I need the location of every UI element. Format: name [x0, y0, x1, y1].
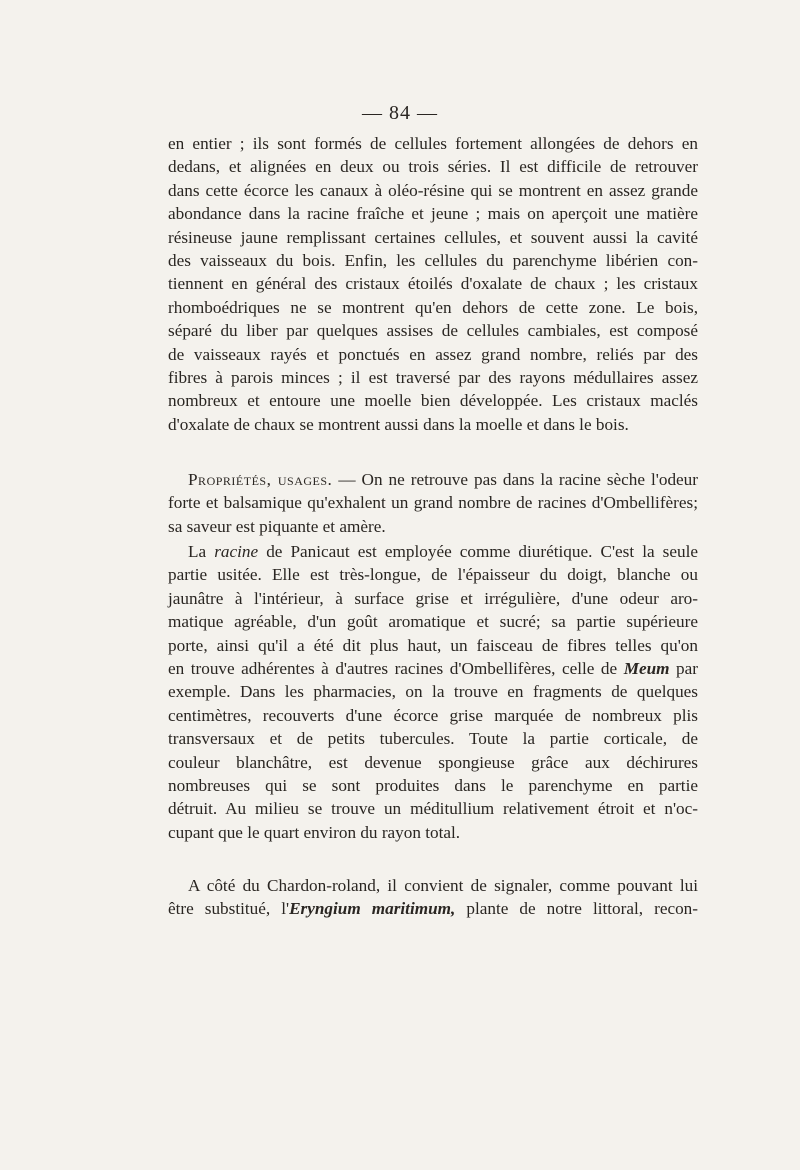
- text-run: par: [669, 658, 698, 678]
- section-heading: Propriétés, usages.: [188, 470, 333, 489]
- text-line: [168, 897, 698, 920]
- paragraph-properties: [168, 468, 698, 538]
- paragraph-anatomy: [168, 132, 698, 436]
- text-line: dans cette écorce les canaux à oléo-résine qui se montrent en assez grande: [168, 180, 698, 200]
- text-line: [168, 657, 698, 680]
- paragraph-substitute: [168, 874, 698, 921]
- text-line: matique agréable, d'un goût aromatique et sucré; sa partie supérieure: [168, 612, 698, 632]
- text-run: plante de notre littoral, recon-: [455, 899, 698, 919]
- text-line: couleur blanchâtre, est devenue spongieuse grâce aux déchirures: [168, 752, 698, 772]
- text-line: transversaux et de petits tubercules. Toute la partie corticale, de: [168, 729, 698, 749]
- text-run: La: [188, 542, 215, 561]
- text-line: A côté du Chardon-roland, il convient de signaler, comme pouvant lui: [188, 876, 698, 895]
- em-dash: —: [332, 470, 362, 489]
- text-line: [168, 540, 698, 563]
- text-line: d'oxalate de chaux se montrent aussi dans la moelle et dans le bois.: [168, 414, 629, 434]
- text-line: séparé du liber par quelques assises de cellules cambiales, est composé: [168, 321, 698, 341]
- text-line: forte et balsamique qu'exhalent un grand nombre de racines d'Ombellifères;: [168, 493, 698, 513]
- text-line: sa saveur est piquante et amère.: [168, 516, 386, 536]
- text-line: cupant que le quart environ du rayon total.: [168, 822, 461, 842]
- text-line: rhomboédriques ne se montrent qu'en dehors de cette zone. Le bois,: [168, 297, 698, 317]
- text-line: centimètres, recouverts d'une écorce grise marquée de nombreux plis: [168, 705, 698, 725]
- text-line: des vaisseaux du bois. Enfin, les cellules du parenchyme libérien con-: [168, 250, 698, 270]
- paragraph-root: [168, 540, 698, 844]
- text-run: On ne retrouve pas dans la racine sèche l'odeur: [361, 470, 698, 489]
- text-line: abondance dans la racine fraîche et jeune ; mais on aperçoit une matière: [168, 204, 698, 224]
- text-line: partie usitée. Elle est très-longue, de l'épaisseur du doigt, blanche ou: [168, 565, 698, 585]
- text-run: de Panicaut est employée comme diurétique. C'est la seule: [258, 542, 698, 561]
- text-line: résineuse jaune remplissant certaines cellules, et souvent aussi la cavité: [168, 227, 698, 247]
- text-line: nombreux et entoure une moelle bien développée. Les cristaux maclés: [168, 391, 698, 411]
- text-line: fibres à parois minces ; il est traversé par des rayons médullaires assez: [168, 367, 698, 387]
- text-run: en trouve adhérentes à d'autres racines d'Ombellifères, celle de: [168, 658, 624, 678]
- text-line: exemple. Dans les pharmacies, on la trouve en fragments de quelques: [168, 682, 698, 702]
- page-number: — 84 —: [362, 102, 438, 124]
- text-line: en entier ; ils sont formés de cellules fortement allongées de dehors en: [168, 134, 698, 153]
- text-line: détruit. Au milieu se trouve un méditullium relativement étroit et n'oc-: [168, 799, 698, 819]
- text-line: dedans, et alignées en deux ou trois séries. Il est difficile de retrouver: [168, 157, 698, 177]
- italic-term: Meum: [623, 658, 670, 678]
- text-line: porte, ainsi qu'il a été dit plus haut, un faisceau de fibres telles qu'on: [168, 635, 698, 655]
- text-line: tiennent en général des cristaux étoilés d'oxalate de chaux ; les cristaux: [168, 274, 698, 294]
- italic-term: Eryngium maritimum,: [289, 899, 456, 919]
- italic-term: racine: [214, 542, 259, 561]
- text-line: [168, 468, 698, 491]
- text-line: nombreuses qui se sont produites dans le parenchyme en partie: [168, 775, 698, 795]
- text-run: être substitué, l': [168, 899, 290, 919]
- text-line: jaunâtre à l'intérieur, à surface grise et irrégulière, d'une odeur aro-: [168, 588, 698, 608]
- text-line: de vaisseaux rayés et ponctués en assez grand nombre, reliés par des: [168, 344, 698, 364]
